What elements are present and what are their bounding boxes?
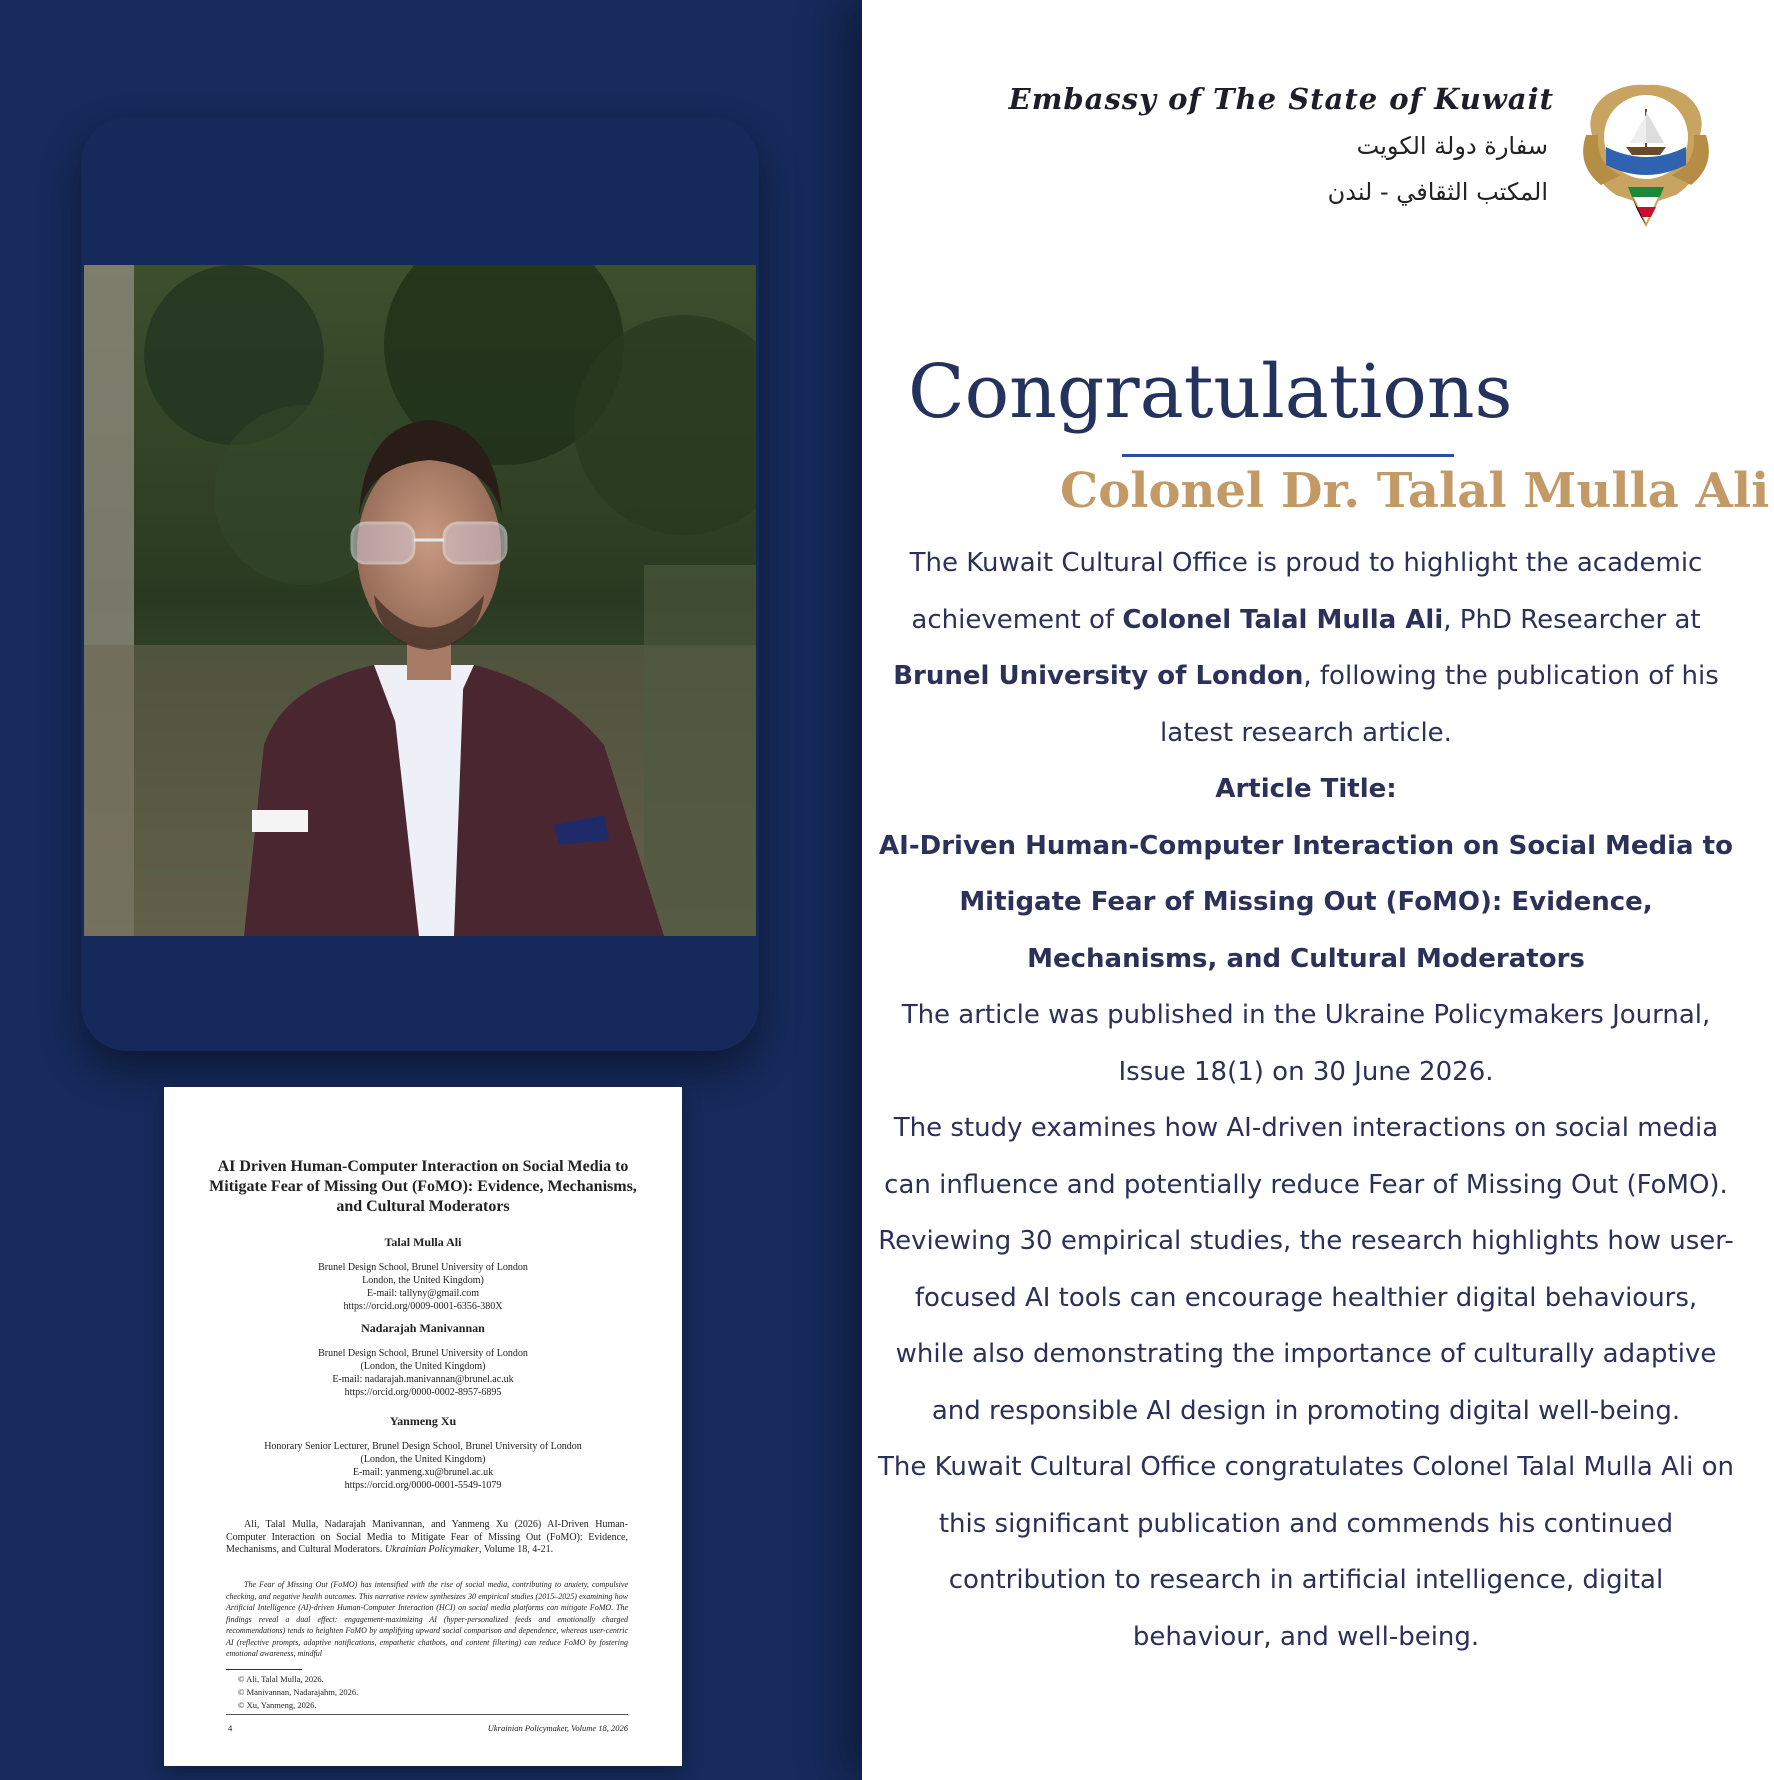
publication-paragraph: The article was published in the Ukraine Policymakers Journal, Issue 18(1) on 30 June 2026. (901, 1000, 1711, 1087)
paper-author-line: https://orcid.org/0000-0002-8957-6895 (344, 1387, 502, 1398)
congratulations-heading: Congratulations (908, 349, 1513, 435)
honoree-name: Colonel Dr. Talal Mulla Ali (1060, 463, 1770, 519)
paper-author-line: https://orcid.org/0009-0001-6356-380X (343, 1301, 503, 1312)
paper-author-line: (London, the United Kingdom) (360, 1361, 486, 1372)
paper-author-line: https://orcid.org/0000-0001-5549-1079 (344, 1480, 502, 1491)
paper-author-name: Nadarajah Manivannan (361, 1321, 485, 1335)
intro-paragraph: The Kuwait Cultural Office is proud to highlight the academic achievement of Colonel Talal Mulla Ali, PhD Researcher at Brunel University of London, following the publication of his latest research article. (893, 548, 1719, 748)
paper-author-line: Honorary Senior Lecturer, Brunel Design School, Brunel University of London (264, 1441, 582, 1452)
honoree-inline-name: Colonel Talal Mulla Ali (1122, 604, 1444, 635)
paper-copyrights (238, 1673, 358, 1712)
heading-underline (1122, 454, 1454, 457)
paper-journal-footer: Ukrainian Policymaker, Volume 18, 2026 (487, 1723, 628, 1733)
paper-author-name: Yanmeng Xu (389, 1414, 457, 1428)
embassy-name-ar: سفارة دولة الكويت (1356, 132, 1548, 160)
paper-abstract: The Fear of Missing Out (FoMO) has intensified with the rise of social media, contributing to anxiety, compulsive checking, and negative health outcomes. This narrative review synthesizes 30 empirical studies (2015–2025) examining how Artificial Intelligence (AI)-driven Human-Computer Interaction (HCI) on social media platforms can mitigate FoMO. The findings reveal a dual effect: engagement-maximizing AI (hyper-personalized feeds and emotionally charged recommendations) tends to heighten FoMO by amplifying upward social comparison and dependence, whereas user-centric AI (reflective prompts, adaptive notifications, empathetic chatbots, and content filtering) can reduce FoMO by fostering emotional awareness, mindful (226, 1580, 628, 1658)
copyright-line: © Ali, Talal Mulla, 2026. (238, 1674, 324, 1684)
paper-author-line: Brunel Design School, Brunel University of London (318, 1262, 528, 1273)
study-paragraph: The study examines how AI-driven interactions on social media can influence and potentially reduce Fear of Missing Out (FoMO). Reviewing 30 empirical studies, the research highlights how user-focused AI tools can encourage healthier digital behaviours, while also demonstrating the importance of culturally adaptive and responsible AI design in promoting digital well-being. (878, 1113, 1734, 1426)
left-panel (0, 0, 862, 1780)
portrait-photo (84, 265, 756, 936)
copyright-line: © Xu, Yanmeng, 2026. (238, 1700, 317, 1710)
embassy-name-en: Embassy of The State of Kuwait (1008, 82, 1554, 116)
announcement-body (878, 535, 1734, 1665)
paper-author-line: E-mail: tallyny@gmail.com (367, 1288, 479, 1299)
closing-paragraph: The Kuwait Cultural Office congratulates Colonel Talal Mulla Ali on this significant publication and commends his continued contribution to research in artificial intelligence, digital behaviour, and well-being. (878, 1452, 1734, 1652)
paper-author-line: E-mail: yanmeng.xu@brunel.ac.uk (352, 1467, 494, 1478)
office-name-ar: المكتب الثقافي - لندن (1327, 178, 1548, 206)
paper-citation-journal: Ukrainian Policymaker (384, 1544, 479, 1555)
article-title: AI-Driven Human-Computer Interaction on Social Media to Mitigate Fear of Missing Out (FoMO): Evidence, Mechanisms, and Cultural Moderators (879, 830, 1733, 974)
kuwait-emblem-icon (1576, 75, 1716, 227)
paper-author-line: London, the United Kingdom) (362, 1275, 484, 1286)
university-name: Brunel University of London (893, 661, 1304, 691)
paper-citation: Ali, Talal Mulla, Nadarajah Manivannan, and Yanmeng Xu (2026) AI-Driven Human-Computer Interaction on Social Media to Mitigate Fear of Missing Out (FoMO): Evidence, Mechanisms, and Cultural Moderators. Ukrainian Policymaker, Volume 18, 4-21. (226, 1519, 628, 1555)
footnote-rule (226, 1669, 302, 1670)
footer-rule (226, 1714, 628, 1715)
paper-author-line: (London, the United Kingdom) (360, 1454, 486, 1465)
paper-title: AI Driven Human-Computer Interaction on Social Media to Mitigate Fear of Missing Out (FoMO): Evidence, Mechanisms, and Cultural Moderators (209, 1158, 637, 1215)
paper-author-line: Brunel Design School, Brunel University of London (318, 1348, 528, 1359)
paper-author-line: E-mail: nadarajah.manivannan@brunel.ac.uk (332, 1374, 514, 1385)
paper-page-number: 4 (228, 1723, 233, 1733)
paper-preview (164, 1087, 682, 1766)
article-title-label: Article Title: (1215, 774, 1397, 804)
paper-author-name: Talal Mulla Ali (384, 1235, 462, 1249)
copyright-line: © Manivannan, Nadarajahm, 2026. (238, 1687, 359, 1697)
